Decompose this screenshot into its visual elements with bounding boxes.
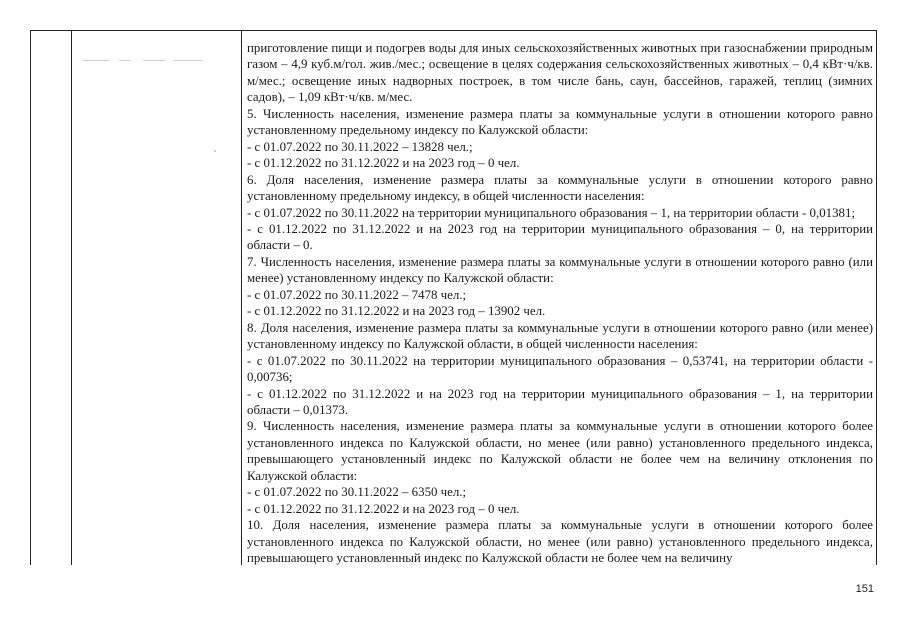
paragraph: - с 01.07.2022 по 30.11.2022 на территории муниципального образования – 1, на территории области - 0,01381; bbox=[247, 205, 856, 220]
paragraph: 8. Доля населения, изменение размера платы за коммунальные услуги в отношении которого равно (или менее) установленному индексу по Калужской области, в общей численности населения: bbox=[247, 320, 873, 352]
paragraph: - с 01.12.2022 по 31.12.2022 и на 2023 год на территории муниципального образования – 0, на территории области – 0. bbox=[247, 221, 873, 253]
scan-artifact bbox=[119, 60, 131, 61]
paragraph: - с 01.07.2022 по 30.11.2022 – 6350 чел.; bbox=[247, 485, 467, 500]
scan-artifact bbox=[83, 60, 109, 61]
scan-speck bbox=[214, 150, 216, 152]
paragraph: - с 01.07.2022 по 30.11.2022 – 7478 чел.; bbox=[247, 287, 467, 302]
scan-artifact bbox=[143, 60, 165, 61]
document-table bbox=[30, 30, 877, 565]
paragraph: 10. Доля населения, изменение размера платы за коммунальные услуги в отношении которого более установленного индекса по Калужской области, но менее (или равно) установленного предельного индекса, превышающего установленный индекс по Калужской области не более чем на величину bbox=[247, 518, 873, 566]
paragraph: - с 01.12.2022 по 31.12.2022 и на 2023 год – 0 чел. bbox=[247, 501, 520, 516]
paragraph: - с 01.07.2022 по 30.11.2022 на территории муниципального образования – 0,53741, на территории области - 0,00736; bbox=[247, 353, 873, 385]
paragraph: 9. Численность населения, изменение размера платы за коммунальные услуги в отношении которого более установленного индекса по Калужской области, но менее (или равно) установленного предельного индекса, превышающего установленный индекс по Калужской области не более чем на величину отклонения по Калужской области: bbox=[247, 419, 873, 483]
document-body-text bbox=[247, 40, 873, 567]
scan-artifact bbox=[173, 60, 203, 61]
paragraph: 7. Численность населения, изменение размера платы за коммунальные услуги в отношении которого равно (или менее) установленному индексу по Калужской области: bbox=[247, 254, 873, 286]
paragraph: 5. Численность населения, изменение размера платы за коммунальные услуги в отношении которого равно установленному предельному индексу по Калужской области: bbox=[247, 106, 873, 138]
paragraph: 6. Доля населения, изменение размера платы за коммунальные услуги в отношении которого равно установленному предельному индексу, в общей численности населения: bbox=[247, 172, 873, 204]
paragraph: - с 01.12.2022 по 31.12.2022 и на 2023 год на территории муниципального образования – 1, на территории области – 0,01373. bbox=[247, 386, 873, 417]
paragraph: приготовление пищи и подогрев воды для иных сельскохозяйственных животных при газоснабжении природным газом – 4,9 куб.м/гол. жив./мес.; освещение в целях содержания сельскохозяйственных животных – 0,4 кВт·ч/кв. м/мес.; освещение иных надворных построек, в том числе бань, саун, бассейнов, гаражей, теплиц (зимних садов), – 1,09 кВт·ч/кв. м/мес. bbox=[247, 41, 873, 105]
paragraph: - с 01.07.2022 по 30.11.2022 – 13828 чел.; bbox=[247, 139, 473, 154]
column-divider-2 bbox=[241, 31, 242, 565]
paragraph: - с 01.12.2022 по 31.12.2022 и на 2023 год – 0 чел. bbox=[247, 156, 520, 171]
column-divider-1 bbox=[71, 31, 72, 565]
page-number: 151 bbox=[855, 583, 874, 595]
paragraph: - с 01.12.2022 по 31.12.2022 и на 2023 год – 13902 чел. bbox=[247, 304, 546, 319]
